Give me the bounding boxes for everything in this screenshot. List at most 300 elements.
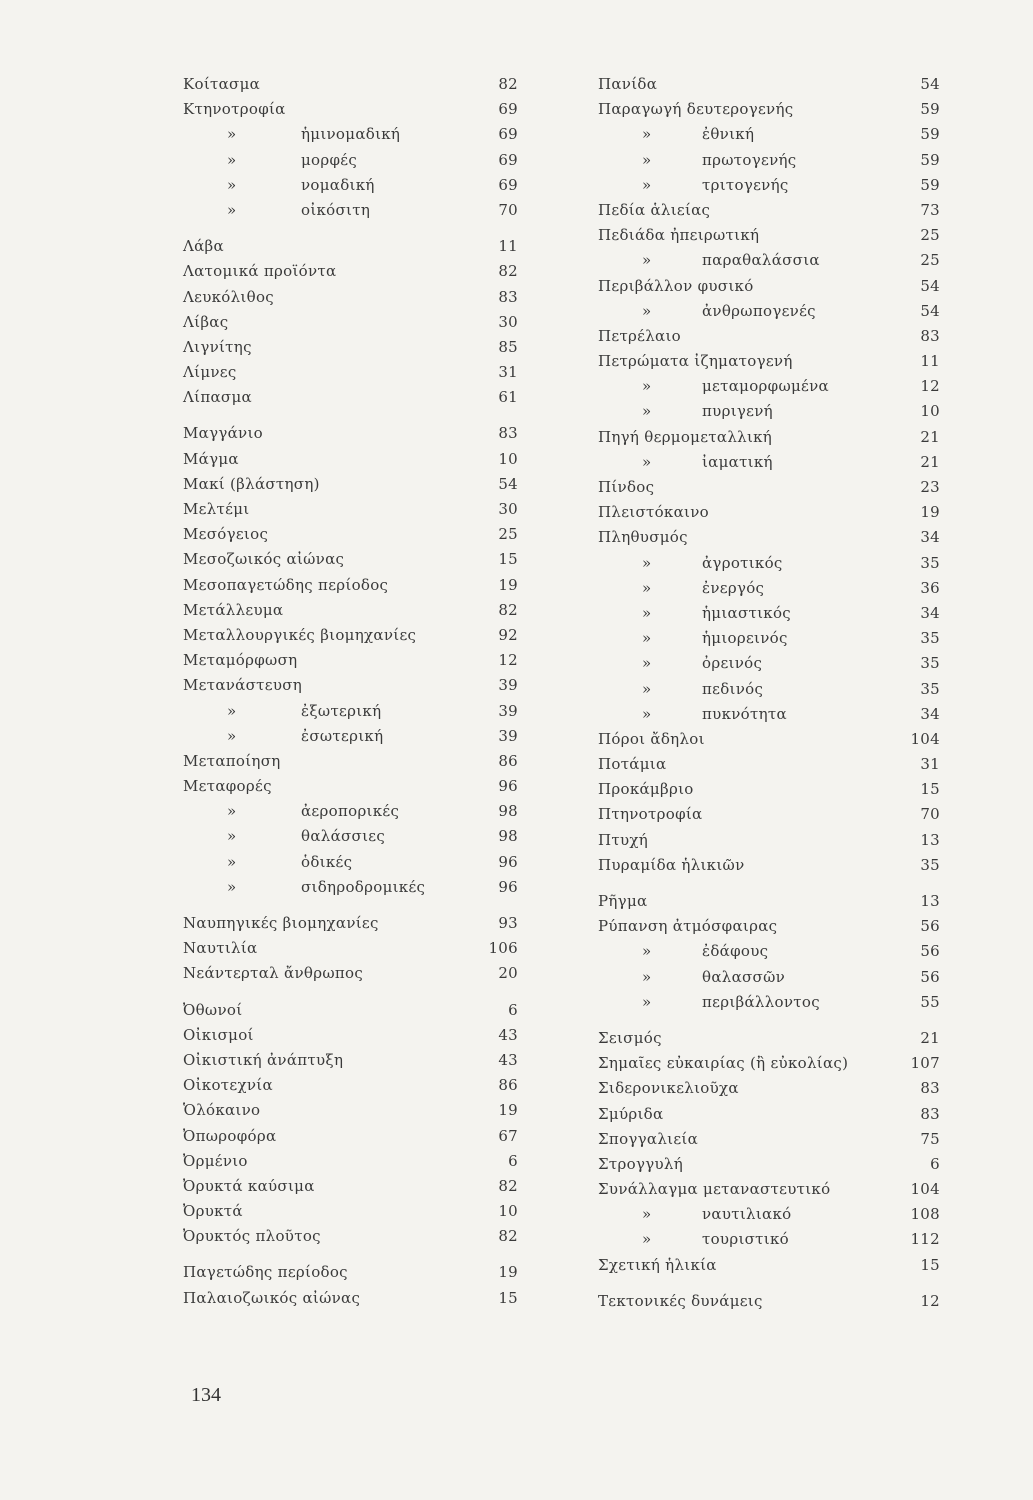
index-page-ref: 15 xyxy=(498,1288,518,1307)
index-subentry xyxy=(598,651,940,676)
ditto-mark: » xyxy=(642,967,652,986)
index-term: Κοίτασμα xyxy=(183,75,261,93)
index-term: Σημαῖες εὐκαιρίας (ἢ εὐκολίας) xyxy=(598,1054,849,1073)
section-gap xyxy=(183,987,518,998)
index-page-ref: 85 xyxy=(498,337,518,356)
index-page-ref: 54 xyxy=(920,75,940,93)
index-term: θαλάσσιες xyxy=(301,827,386,846)
index-page-ref: 21 xyxy=(920,1028,940,1047)
index-term: Πτηνοτροφία xyxy=(598,805,703,824)
index-page-ref: 54 xyxy=(920,301,940,320)
index-page-ref: 69 xyxy=(498,125,518,144)
index-page-ref: 82 xyxy=(498,1176,518,1195)
index-subentry xyxy=(598,702,940,727)
index-page-ref: 10 xyxy=(498,1202,518,1221)
index-page-ref: 54 xyxy=(498,474,518,493)
index-page-ref: 59 xyxy=(920,150,940,169)
index-entry xyxy=(183,1124,518,1149)
index-page-ref: 25 xyxy=(498,525,518,544)
index-term: πυριγενή xyxy=(702,402,773,421)
index-entry xyxy=(598,349,940,374)
index-page-ref: 10 xyxy=(920,402,940,421)
index-page-ref: 73 xyxy=(920,200,940,219)
index-subentry xyxy=(598,399,940,424)
index-entry xyxy=(183,1098,518,1123)
index-term: πεδινός xyxy=(702,679,764,698)
index-page-ref: 67 xyxy=(498,1126,518,1145)
ditto-mark: » xyxy=(642,402,652,421)
index-term: ἀνθρωπογενές xyxy=(702,301,816,320)
index-entry xyxy=(183,72,518,97)
ditto-mark: » xyxy=(227,877,237,896)
index-term: ἀεροπορικές xyxy=(301,802,400,821)
index-page-ref: 34 xyxy=(920,528,940,547)
ditto-mark: » xyxy=(227,852,237,871)
index-term: Πετρώματα ἰζηματογενή xyxy=(598,352,793,371)
index-page-ref: 96 xyxy=(498,852,518,871)
index-page-ref: 59 xyxy=(920,100,940,119)
index-entry xyxy=(183,285,518,310)
index-entry xyxy=(598,97,940,122)
index-subentry xyxy=(183,875,518,900)
section-gap xyxy=(183,223,518,234)
index-term: Ὀρυκτός πλοῦτος xyxy=(183,1227,321,1246)
index-page-ref: 83 xyxy=(920,1104,940,1123)
ditto-mark: » xyxy=(227,726,237,745)
section-gap xyxy=(183,410,518,421)
index-entry xyxy=(183,259,518,284)
ditto-mark: » xyxy=(227,175,237,194)
index-entry xyxy=(598,525,940,550)
index-entry xyxy=(598,1051,940,1076)
index-subentry xyxy=(598,299,940,324)
index-entry xyxy=(598,802,940,827)
index-term: Πηγή θερμομεταλλική xyxy=(598,427,773,446)
index-entry xyxy=(598,500,940,525)
index-page-ref: 107 xyxy=(910,1054,940,1073)
ditto-mark: » xyxy=(642,704,652,723)
index-entry xyxy=(183,335,518,360)
index-page-ref: 13 xyxy=(920,892,940,910)
index-entry xyxy=(183,1224,518,1249)
index-entry xyxy=(183,998,518,1023)
index-entry xyxy=(183,1286,518,1311)
ditto-mark: » xyxy=(642,992,652,1011)
index-subentry xyxy=(183,824,518,849)
index-page-ref: 82 xyxy=(498,262,518,281)
index-term: Τεκτονικές δυνάμεις xyxy=(598,1291,763,1310)
index-page-ref: 19 xyxy=(498,1101,518,1120)
index-term: Μεσοπαγετώδης περίοδος xyxy=(183,575,389,594)
index-term: Λατομικά προϊόντα xyxy=(183,262,337,281)
index-entry xyxy=(598,1289,940,1314)
index-term: Μαγγάνιο xyxy=(183,424,263,443)
index-entry xyxy=(598,1076,940,1101)
index-term: Λευκόλιθος xyxy=(183,287,274,306)
index-subentry xyxy=(598,601,940,626)
index-term: Παγετώδης περίοδος xyxy=(183,1263,348,1282)
index-page-ref: 96 xyxy=(498,877,518,896)
index-term: ἡμιορεινός xyxy=(702,629,788,648)
ditto-mark: » xyxy=(642,175,652,194)
index-term: Ὀπωροφόρα xyxy=(183,1126,277,1145)
ditto-mark: » xyxy=(642,1230,652,1249)
index-entry xyxy=(183,522,518,547)
index-entry xyxy=(598,1102,940,1127)
index-term: Οἰκισμοί xyxy=(183,1025,254,1044)
index-subentry xyxy=(183,850,518,875)
section-gap xyxy=(598,1015,940,1026)
index-page-ref: 56 xyxy=(920,942,940,961)
index-page-ref: 35 xyxy=(920,679,940,698)
index-entry xyxy=(183,421,518,446)
index-term: Σχετική ἡλικία xyxy=(598,1255,717,1274)
index-term: Πλειστόκαινο xyxy=(598,503,709,522)
index-entry xyxy=(183,97,518,122)
index-subentry xyxy=(598,1227,940,1252)
index-page-ref: 82 xyxy=(498,1227,518,1246)
index-page-ref: 69 xyxy=(498,150,518,169)
index-term: περιβάλλοντος xyxy=(702,992,820,1011)
index-subentry xyxy=(598,965,940,990)
index-entry xyxy=(598,223,940,248)
index-term: ἐσωτερική xyxy=(301,726,384,745)
index-term: Ναυτιλία xyxy=(183,939,258,958)
index-entry xyxy=(183,472,518,497)
index-entry xyxy=(183,749,518,774)
index-subentry xyxy=(183,198,518,223)
index-page-ref: 104 xyxy=(910,1180,940,1199)
index-term: Πόροι ἄδηλοι xyxy=(598,729,705,748)
index-term: ἰαματική xyxy=(702,452,773,471)
index-page-ref: 12 xyxy=(920,1291,940,1310)
ditto-mark: » xyxy=(642,654,652,673)
index-subentry xyxy=(183,799,518,824)
index-term: Σμύριδα xyxy=(598,1104,664,1123)
ditto-mark: » xyxy=(227,150,237,169)
index-term: Λίμνες xyxy=(183,363,237,382)
index-page-ref: 39 xyxy=(498,701,518,720)
index-term: Μετάλλευμα xyxy=(183,600,284,619)
ditto-mark: » xyxy=(642,125,652,144)
index-term: τουριστικό xyxy=(702,1230,789,1249)
index-page-ref: 106 xyxy=(488,939,518,958)
index-term: Πυραμίδα ἡλικιῶν xyxy=(598,855,745,874)
ditto-mark: » xyxy=(642,603,652,622)
index-entry xyxy=(598,1152,940,1177)
index-entry xyxy=(183,573,518,598)
index-term: οἰκόσιτη xyxy=(301,200,371,219)
index-page-ref: 59 xyxy=(920,175,940,194)
index-subentry xyxy=(598,677,940,702)
index-page-ref: 69 xyxy=(498,100,518,119)
index-subentry xyxy=(183,173,518,198)
index-term: Παραγωγή δευτερογενής xyxy=(598,100,794,119)
index-term: Ναυπηγικές βιομηχανίες xyxy=(183,914,379,932)
index-term: Περιβάλλον φυσικό xyxy=(598,276,754,295)
index-entry xyxy=(183,961,518,986)
ditto-mark: » xyxy=(227,125,237,144)
index-subentry xyxy=(598,248,940,273)
index-term: Σπογγαλιεία xyxy=(598,1129,699,1148)
index-entry xyxy=(598,274,940,299)
index-page-ref: 39 xyxy=(498,726,518,745)
index-term: θαλασσῶν xyxy=(702,967,786,986)
index-entry xyxy=(598,853,940,878)
index-entry xyxy=(183,497,518,522)
index-term: σιδηροδρομικές xyxy=(301,877,426,896)
index-entry xyxy=(183,1149,518,1174)
index-page-ref: 12 xyxy=(920,377,940,396)
index-term: ἐδάφους xyxy=(702,942,769,961)
index-page-ref: 35 xyxy=(920,629,940,648)
index-page-ref: 56 xyxy=(920,967,940,986)
index-page-ref: 36 xyxy=(920,578,940,597)
ditto-mark: » xyxy=(227,802,237,821)
index-page-ref: 83 xyxy=(920,326,940,345)
index-term: Μεσόγειος xyxy=(183,525,269,544)
index-page-ref: 54 xyxy=(920,276,940,295)
index-term: Σεισμός xyxy=(598,1028,662,1047)
index-term: Πεδιάδα ἠπειρωτική xyxy=(598,226,760,245)
index-entry xyxy=(183,598,518,623)
index-term: Κτηνοτροφία xyxy=(183,100,286,119)
index-term: ἡμινομαδική xyxy=(301,125,401,144)
index-page-ref: 86 xyxy=(498,751,518,770)
index-page-ref: 35 xyxy=(920,855,940,874)
index-subentry xyxy=(598,122,940,147)
index-term: Μακί (βλάστηση) xyxy=(183,474,320,493)
index-term: Νεάντερταλ ἄνθρωπος xyxy=(183,964,364,983)
index-term: μεταμορφωμένα xyxy=(702,377,829,396)
index-page-ref: 20 xyxy=(498,964,518,983)
index-term: Λάβα xyxy=(183,237,224,256)
section-gap xyxy=(598,878,940,889)
index-term: παραθαλάσσια xyxy=(702,251,820,270)
index-page-ref: 82 xyxy=(498,75,518,93)
index-term: ναυτιλιακό xyxy=(702,1205,792,1224)
index-entry xyxy=(598,914,940,939)
index-subentry xyxy=(598,990,940,1015)
index-page-ref: 35 xyxy=(920,553,940,572)
index-entry xyxy=(598,1177,940,1202)
index-page-ref: 82 xyxy=(498,600,518,619)
ditto-mark: » xyxy=(642,1205,652,1224)
index-subentry xyxy=(598,551,940,576)
index-entry xyxy=(598,777,940,802)
index-page-ref: 19 xyxy=(498,1263,518,1282)
index-page-ref: 55 xyxy=(920,992,940,1011)
index-page-ref: 11 xyxy=(920,352,940,371)
index-term: ἡμιαστικός xyxy=(702,603,791,622)
ditto-mark: » xyxy=(227,701,237,720)
index-page-ref: 83 xyxy=(920,1079,940,1098)
index-entry xyxy=(598,727,940,752)
index-subentry xyxy=(598,173,940,198)
index-term: Παλαιοζωικός αἰώνας xyxy=(183,1288,361,1307)
index-page-ref: 15 xyxy=(920,1255,940,1274)
index-entry xyxy=(183,911,518,936)
index-term: Μεταλλουργικές βιομηχανίες xyxy=(183,625,417,644)
index-term: Πεδία ἁλιείας xyxy=(598,200,711,219)
ditto-mark: » xyxy=(642,150,652,169)
index-page-ref: 69 xyxy=(498,175,518,194)
index-subentry xyxy=(598,939,940,964)
index-page-ref: 15 xyxy=(498,550,518,569)
index-subentry xyxy=(183,122,518,147)
index-page-ref: 70 xyxy=(920,805,940,824)
index-page-ref: 34 xyxy=(920,704,940,723)
index-page-ref: 93 xyxy=(498,914,518,932)
index-page-ref: 12 xyxy=(498,651,518,670)
index-entry xyxy=(598,828,940,853)
index-term: Μεταποίηση xyxy=(183,751,281,770)
index-term: Μεταφορές xyxy=(183,777,272,796)
index-term: Ὀρυκτά καύσιμα xyxy=(183,1176,315,1195)
index-page-ref: 39 xyxy=(498,676,518,695)
ditto-mark: » xyxy=(642,629,652,648)
index-term: Λίπασμα xyxy=(183,388,252,407)
index-subentry xyxy=(598,450,940,475)
index-subentry xyxy=(598,148,940,173)
index-page-ref: 83 xyxy=(498,287,518,306)
index-term: Οἰκοτεχνία xyxy=(183,1076,273,1095)
index-term: ὁδικές xyxy=(301,852,353,871)
index-page-ref: 30 xyxy=(498,500,518,518)
index-term: Μετανάστευση xyxy=(183,676,303,695)
index-term: ὀρεινός xyxy=(702,654,763,673)
index-page-ref: 35 xyxy=(920,654,940,673)
index-term: Σιδερονικελιοῦχα xyxy=(598,1079,739,1098)
index-page-ref: 25 xyxy=(920,251,940,270)
index-entry xyxy=(183,310,518,335)
index-page-ref: 13 xyxy=(920,830,940,849)
index-page-ref: 70 xyxy=(498,200,518,219)
index-entry xyxy=(183,774,518,799)
index-entry xyxy=(183,623,518,648)
index-subentry xyxy=(598,626,940,651)
index-entry xyxy=(183,1023,518,1048)
index-page-ref: 31 xyxy=(920,755,940,774)
ditto-mark: » xyxy=(227,827,237,846)
index-page-ref: 30 xyxy=(498,312,518,331)
index-entry xyxy=(183,673,518,698)
ditto-mark: » xyxy=(642,679,652,698)
index-page-ref: 19 xyxy=(498,575,518,594)
ditto-mark: » xyxy=(642,301,652,320)
index-term: Ὀθωνοί xyxy=(183,1000,243,1019)
index-term: Ὁλόκαινο xyxy=(183,1101,261,1120)
index-page-ref: 86 xyxy=(498,1076,518,1095)
index-entry xyxy=(598,1127,940,1152)
index-term: Ποτάμια xyxy=(598,755,667,774)
index-column-left xyxy=(183,72,518,1311)
index-entry xyxy=(598,475,940,500)
index-term: Συνάλλαγμα μεταναστευτικό xyxy=(598,1180,831,1199)
index-page-ref: 98 xyxy=(498,827,518,846)
index-page-ref: 6 xyxy=(508,1000,518,1019)
index-term: Προκάμβριο xyxy=(598,780,694,799)
index-term: πυκνότητα xyxy=(702,704,787,723)
index-page-ref: 61 xyxy=(498,388,518,407)
index-subentry xyxy=(598,576,940,601)
index-term: Μεσοζωικός αἰώνας xyxy=(183,550,345,569)
ditto-mark: » xyxy=(642,578,652,597)
index-term: Ὀρμένιο xyxy=(183,1151,248,1170)
index-term: Πτυχή xyxy=(598,830,649,849)
index-page-ref: 23 xyxy=(920,478,940,496)
index-subentry xyxy=(183,724,518,749)
index-page-ref: 59 xyxy=(920,125,940,144)
page-number: 134 xyxy=(191,1384,221,1406)
index-entry xyxy=(183,447,518,472)
index-entry xyxy=(183,1199,518,1224)
index-term: Ὀρυκτά xyxy=(183,1202,243,1221)
index-term: νομαδική xyxy=(301,175,375,194)
index-term: Πίνδος xyxy=(598,478,655,496)
index-subentry xyxy=(598,374,940,399)
index-page-ref: 11 xyxy=(498,237,518,256)
index-subentry xyxy=(183,148,518,173)
index-entry xyxy=(598,425,940,450)
index-term: πρωτογενής xyxy=(702,150,797,169)
index-entry xyxy=(183,1174,518,1199)
index-term: Οἰκιστική ἀνάπτυξη xyxy=(183,1050,344,1069)
index-page-ref: 6 xyxy=(508,1151,518,1170)
index-page-ref: 25 xyxy=(920,226,940,245)
index-term: Ρῆγμα xyxy=(598,892,648,910)
index-subentry xyxy=(183,699,518,724)
index-term: τριτογενής xyxy=(702,175,789,194)
ditto-mark: » xyxy=(642,251,652,270)
index-entry xyxy=(183,547,518,572)
index-page-ref: 96 xyxy=(498,777,518,796)
index-page-ref: 43 xyxy=(498,1025,518,1044)
index-page-ref: 83 xyxy=(498,424,518,443)
index-term: Μάγμα xyxy=(183,449,239,468)
index-term: ἐξωτερική xyxy=(301,701,382,720)
index-page-ref: 75 xyxy=(920,1129,940,1148)
index-page-ref: 104 xyxy=(910,729,940,748)
section-gap xyxy=(598,1278,940,1289)
index-term: Λίβας xyxy=(183,312,229,331)
index-entry xyxy=(598,889,940,914)
section-gap xyxy=(183,1249,518,1260)
index-page-ref: 6 xyxy=(930,1154,940,1173)
index-term: ἐθνική xyxy=(702,125,755,144)
index-page-ref: 112 xyxy=(910,1230,940,1249)
index-entry xyxy=(598,1253,940,1278)
ditto-mark: » xyxy=(642,377,652,396)
index-page-ref: 34 xyxy=(920,603,940,622)
index-page-ref: 21 xyxy=(920,452,940,471)
index-page-ref: 98 xyxy=(498,802,518,821)
index-term: Πετρέλαιο xyxy=(598,326,681,345)
index-entry xyxy=(598,198,940,223)
index-column-right xyxy=(598,72,940,1314)
index-entry xyxy=(598,752,940,777)
index-term: Λιγνίτης xyxy=(183,337,252,356)
index-entry xyxy=(598,324,940,349)
index-term: Πληθυσμός xyxy=(598,528,688,547)
index-term: Πανίδα xyxy=(598,75,658,93)
index-term: Μελτέμι xyxy=(183,500,250,518)
index-subentry xyxy=(598,1202,940,1227)
index-page-ref: 21 xyxy=(920,427,940,446)
index-entry xyxy=(183,648,518,673)
index-entry xyxy=(183,1260,518,1285)
ditto-mark: » xyxy=(642,553,652,572)
